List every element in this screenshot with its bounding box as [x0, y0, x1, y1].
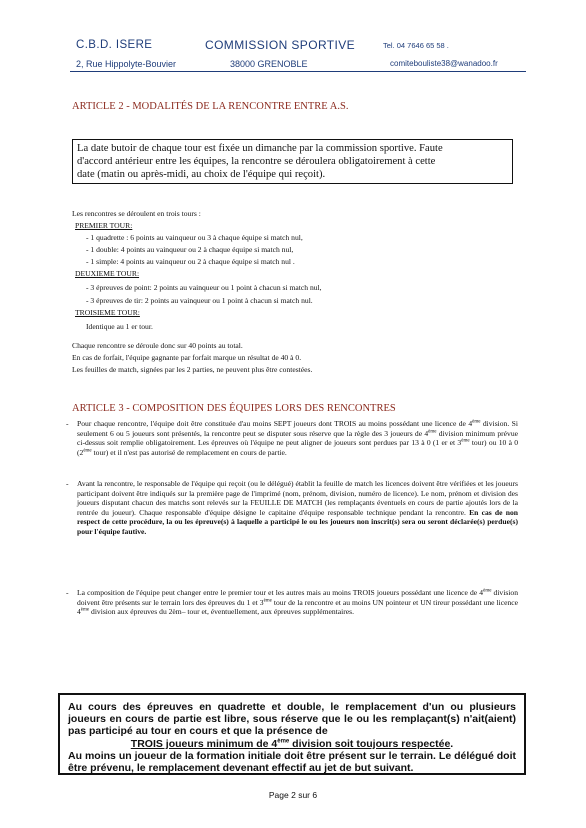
paragraph-text: Pour chaque rencontre, l'équipe doit être constituée d'au moins SEPT joueurs dont TROIS au moins possédant une licence de 4ème division. Si seulement 6 ou 5 joueurs sont présentés, la rencontre peut se disputer sous réserve que la règle des 3 joueurs de 4ème division minimum prévue ci-dessus soit remplie obligatoirement. Les épreuves où l'équipe ne peut aligner de joueurs sont perdues par 13 à 0 (1 er et 3ème tour) ou 10 à 0 (2ème tour) et il n'est pas autorisé de remplacement en cours de partie.	[77, 419, 519, 457]
composition-paragraph-1	[66, 419, 518, 457]
paragraph-text: Avant la rencontre, le responsable de l'équipe qui reçoit (ou le délégué) établit la feuille de match les licences doivent être vérifiées et les joueurs participant doivent être indiqués sur la première page de l'imprimé (nom, prénom, division, numéro de licence). Le nom, prénom et division des joueurs disputant chacun des matchs sont relevés sur la FEUILLE DE MATCH (les remplaçants éventuels en cours de partie ajoutés lors de la rentrée du joueur). Chaque responsable d'équipe désigne le capitaine d'équipe responsable technique pendant la rencontre. En cas de non respect de cette procédure, la ou les épreuve(s) à laquelle a participé le ou les joueurs non inscrit(s) sera ou seront déclarée(s) perdue(s) pour l'équipe fautive.	[77, 479, 518, 536]
tour-1-item: - 1 double: 4 points au vainqueur ou 2 à chaque équipe si match nul,	[86, 245, 294, 254]
notice-text: TROIS joueurs minimum de 4ème division soit toujours respectée.	[130, 737, 454, 750]
header-commission: COMMISSION SPORTIVE	[205, 38, 356, 52]
composition-paragraph-3	[66, 588, 518, 617]
tour-1-item: - 1 quadrette : 6 points au vainqueur ou 3 à chaque équipe si match nul,	[86, 233, 303, 242]
deadline-line: d'accord antérieur entre les équipes, la rencontre se déroulera obligatoirement à cette	[77, 156, 436, 167]
composition-paragraph-2	[66, 479, 518, 537]
closing-line: Chaque rencontre se déroule donc sur 40 points au total.	[72, 341, 243, 350]
bullet-dash: -	[66, 419, 69, 428]
header-divider	[70, 71, 526, 72]
rounds-intro: Les rencontres se déroulent en trois tours :	[72, 209, 201, 218]
tour-2-item: - 3 épreuves de point: 2 points au vainqueur ou 1 point à chacun si match nul,	[86, 283, 322, 292]
notice-text: Au moins un joueur de la formation initiale doit être présent sur le terrain. Le délégué doit être prévenu, le remplacement devenant effectif au jet de but suivant.	[68, 749, 516, 775]
header-city: 38000 GRENOBLE	[230, 59, 308, 69]
replacement-notice-box	[58, 693, 526, 775]
bullet-dash: -	[66, 479, 69, 488]
penalty-notice: En cas de non respect de cette procédure, la ou les épreuve(s) à laquelle a participé le ou les joueurs non inscrit(s) sera ou seront déclarée(s) perdue(s) pour l'équipe fautive.	[77, 507, 518, 536]
notice-text: Au cours des épreuves en quadrette et double, le remplacement d'un ou plusieurs joueurs en cours de partie est libre, sous réserve que le ou les remplaçant(s) n'ait(aient) pas participé au tour en cours et que la présence de	[68, 701, 516, 738]
closing-line: En cas de forfait, l'équipe gagnante par forfait marque un résultat de 40 à 0.	[72, 353, 302, 362]
tour-3-item: Identique au 1 er tour.	[86, 322, 153, 331]
tour-2-title: DEUXIEME TOUR:	[75, 269, 140, 278]
tour-1-title: PREMIER TOUR:	[75, 221, 133, 230]
header-org: C.B.D. ISERE	[76, 39, 153, 51]
deadline-line: date (matin ou après-midi, au choix de l'équipe qui reçoit).	[77, 169, 326, 180]
page-number: Page 2 sur 6	[268, 790, 318, 800]
header-address: 2, Rue Hippolyte-Bouvier	[76, 59, 177, 69]
header-email: comitebouliste38@wanadoo.fr	[390, 59, 498, 68]
tour-3-title: TROISIEME TOUR:	[75, 308, 140, 317]
tour-2-item: - 3 épreuves de tir: 2 points au vainqueur ou 1 point à chacun si match nul.	[86, 296, 313, 305]
closing-line: Les feuilles de match, signées par les 2 parties, ne peuvent plus être contestées.	[72, 365, 313, 374]
deadline-box	[72, 139, 513, 184]
bullet-dash: -	[66, 588, 69, 597]
paragraph-text: La composition de l'équipe peut changer entre le premier tour et les autres mais au moins TROIS joueurs possédant une licence de 4ème division doivent être présents sur le terrain lors des épreuves du 1 et 3ème tour de la rencontre et au moins UN pointeur et UN tireur possédant une licence 4ème division aux épreuves du 2èm– tour et, éventuellement, aux épreuves supplémentaires.	[77, 588, 519, 617]
tour-1-item: - 1 simple: 4 points au vainqueur ou 2 à chaque équipe si match nul .	[86, 257, 295, 266]
header-tel: Tel. 04 7646 65 58 .	[383, 41, 449, 50]
deadline-line: La date butoir de chaque tour est fixée un dimanche par la commission sportive. Faute	[77, 143, 443, 154]
article-2-title: ARTICLE 2 - MODALITÉS DE LA RENCONTRE ENTRE A.S.	[72, 101, 349, 112]
article-3-title: ARTICLE 3 - COMPOSITION DES ÉQUIPES LORS DES RENCONTRES	[72, 403, 396, 414]
